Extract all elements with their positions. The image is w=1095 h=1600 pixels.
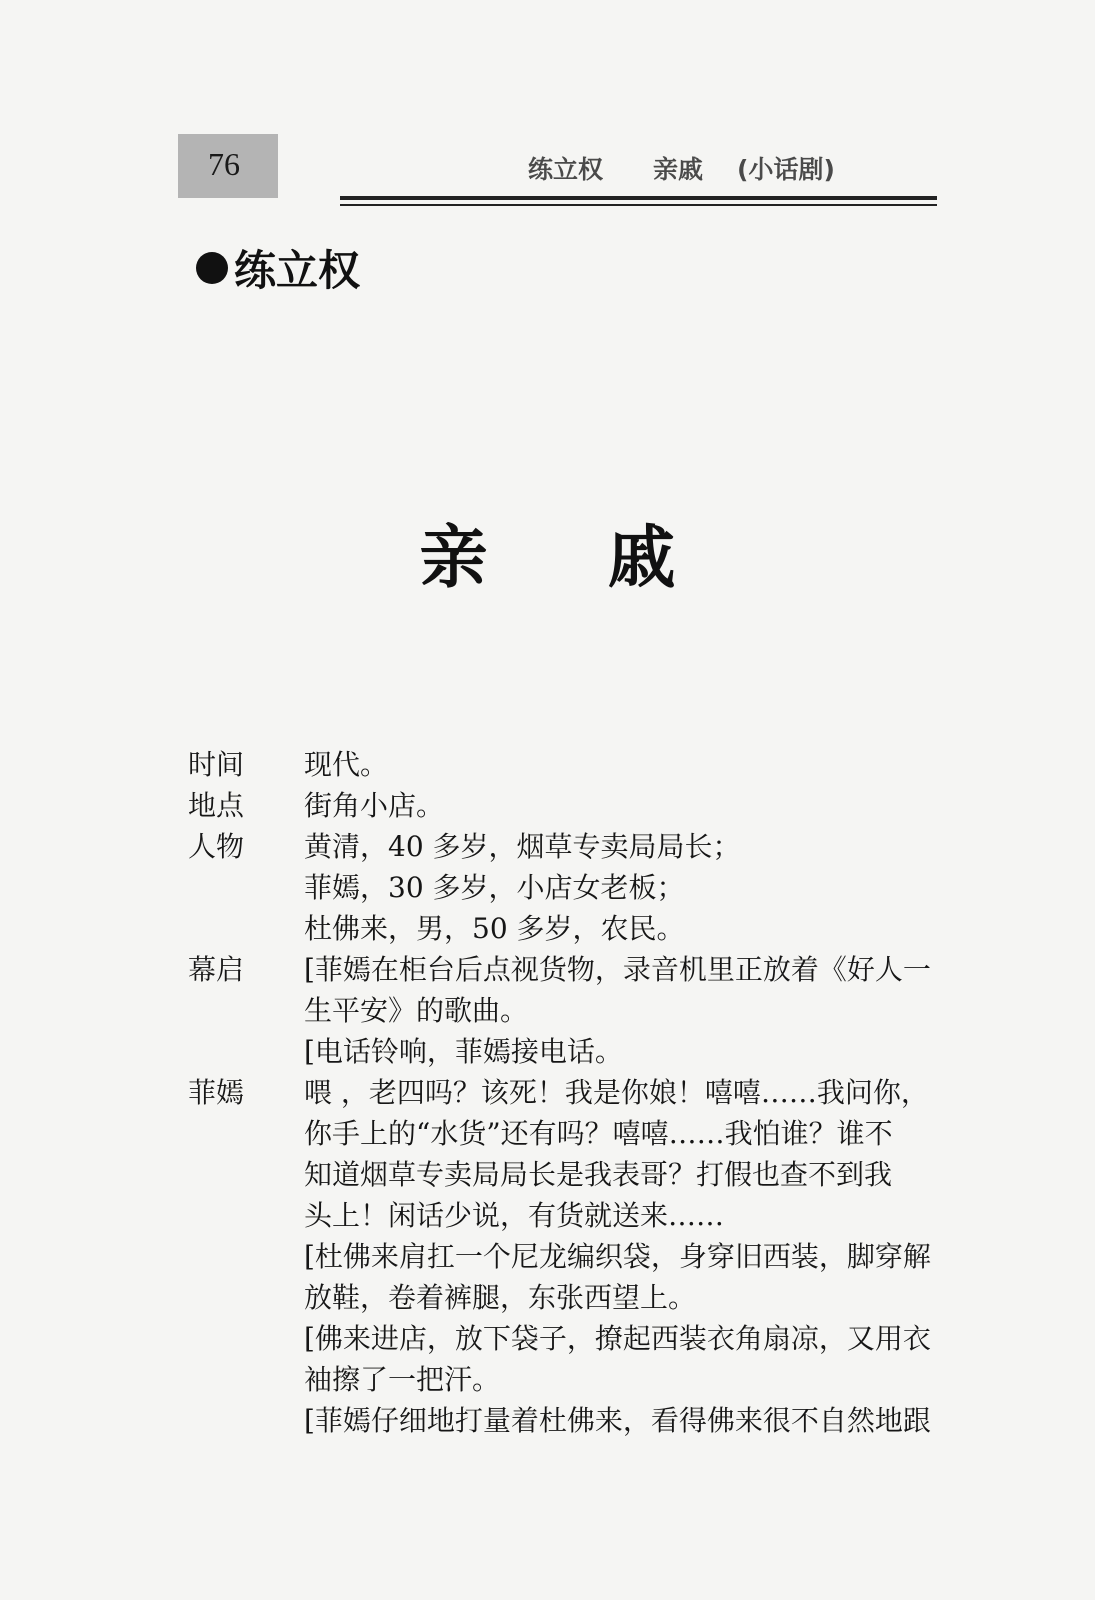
stage-direction-line: 生平安》的歌曲。 xyxy=(304,994,529,1027)
dialogue-line: 你手上的“水货”还有吗？嘻嘻……我怕谁？谁不 xyxy=(304,1117,893,1150)
page-number: 76 xyxy=(208,146,240,182)
play-title-char-2: 戚 xyxy=(607,519,676,598)
running-header-genre: (小话剧) xyxy=(737,155,835,184)
entry-curtain xyxy=(188,949,948,1072)
page-number-box xyxy=(178,134,278,198)
entry-feiyan xyxy=(188,1072,948,1441)
dialogue-line: 知道烟草专卖局局长是我表哥？打假也查不到我 xyxy=(304,1158,893,1191)
speaker-label: 菲嫣 xyxy=(188,1076,245,1109)
character-line: 黄清，40 多岁，烟草专卖局局长； xyxy=(304,830,741,863)
entry-label: 人物 xyxy=(188,830,245,863)
header-rule-thin xyxy=(340,204,937,206)
entry-label: 幕启 xyxy=(188,953,245,986)
dialogue-line: 头上！闲话少说，有货就送来…… xyxy=(304,1199,725,1232)
entry-text: 街角小店。 xyxy=(304,789,445,822)
entry-text: 现代。 xyxy=(304,748,389,781)
play-title-char-1: 亲 xyxy=(419,519,488,598)
character-line: 杜佛来，男，50 多岁，农民。 xyxy=(304,912,685,945)
running-header xyxy=(528,150,938,186)
play-title xyxy=(0,504,1095,601)
header-rule-thick xyxy=(340,196,937,200)
stage-direction-line: [杜佛来肩扛一个尼龙编织袋，身穿旧西装，脚穿解 xyxy=(304,1240,931,1273)
bullet-icon xyxy=(196,252,228,284)
stage-direction-line: 放鞋，卷着裤腿，东张西望上。 xyxy=(304,1281,697,1314)
dialogue-line: 喂 ，老四吗？该死！我是你娘！嘻嘻……我问你， xyxy=(304,1076,929,1109)
character-line: 菲嫣，30 多岁，小店女老板； xyxy=(304,871,685,904)
entry-label: 地点 xyxy=(188,789,245,822)
author-name: 练立权 xyxy=(234,246,361,295)
entry-characters xyxy=(188,826,948,949)
running-header-title: 亲戚 xyxy=(653,155,704,184)
stage-direction-line: [菲嫣在柜台后点视货物，录音机里正放着《好人一 xyxy=(304,953,931,986)
entry-label: 时间 xyxy=(188,748,245,781)
entry-place xyxy=(188,785,948,826)
stage-direction-line: [佛来进店，放下袋子，撩起西装衣角扇凉，又用衣 xyxy=(304,1322,931,1355)
stage-direction-line: [电话铃响，菲嫣接电话。 xyxy=(304,1035,623,1068)
entry-time xyxy=(188,744,948,785)
author-heading xyxy=(196,238,360,298)
script-body xyxy=(188,744,948,1441)
stage-direction-line: 袖擦了一把汗。 xyxy=(304,1363,501,1396)
stage-direction-line: [菲嫣仔细地打量着杜佛来，看得佛来很不自然地跟 xyxy=(304,1404,931,1437)
running-header-author: 练立权 xyxy=(528,155,604,184)
